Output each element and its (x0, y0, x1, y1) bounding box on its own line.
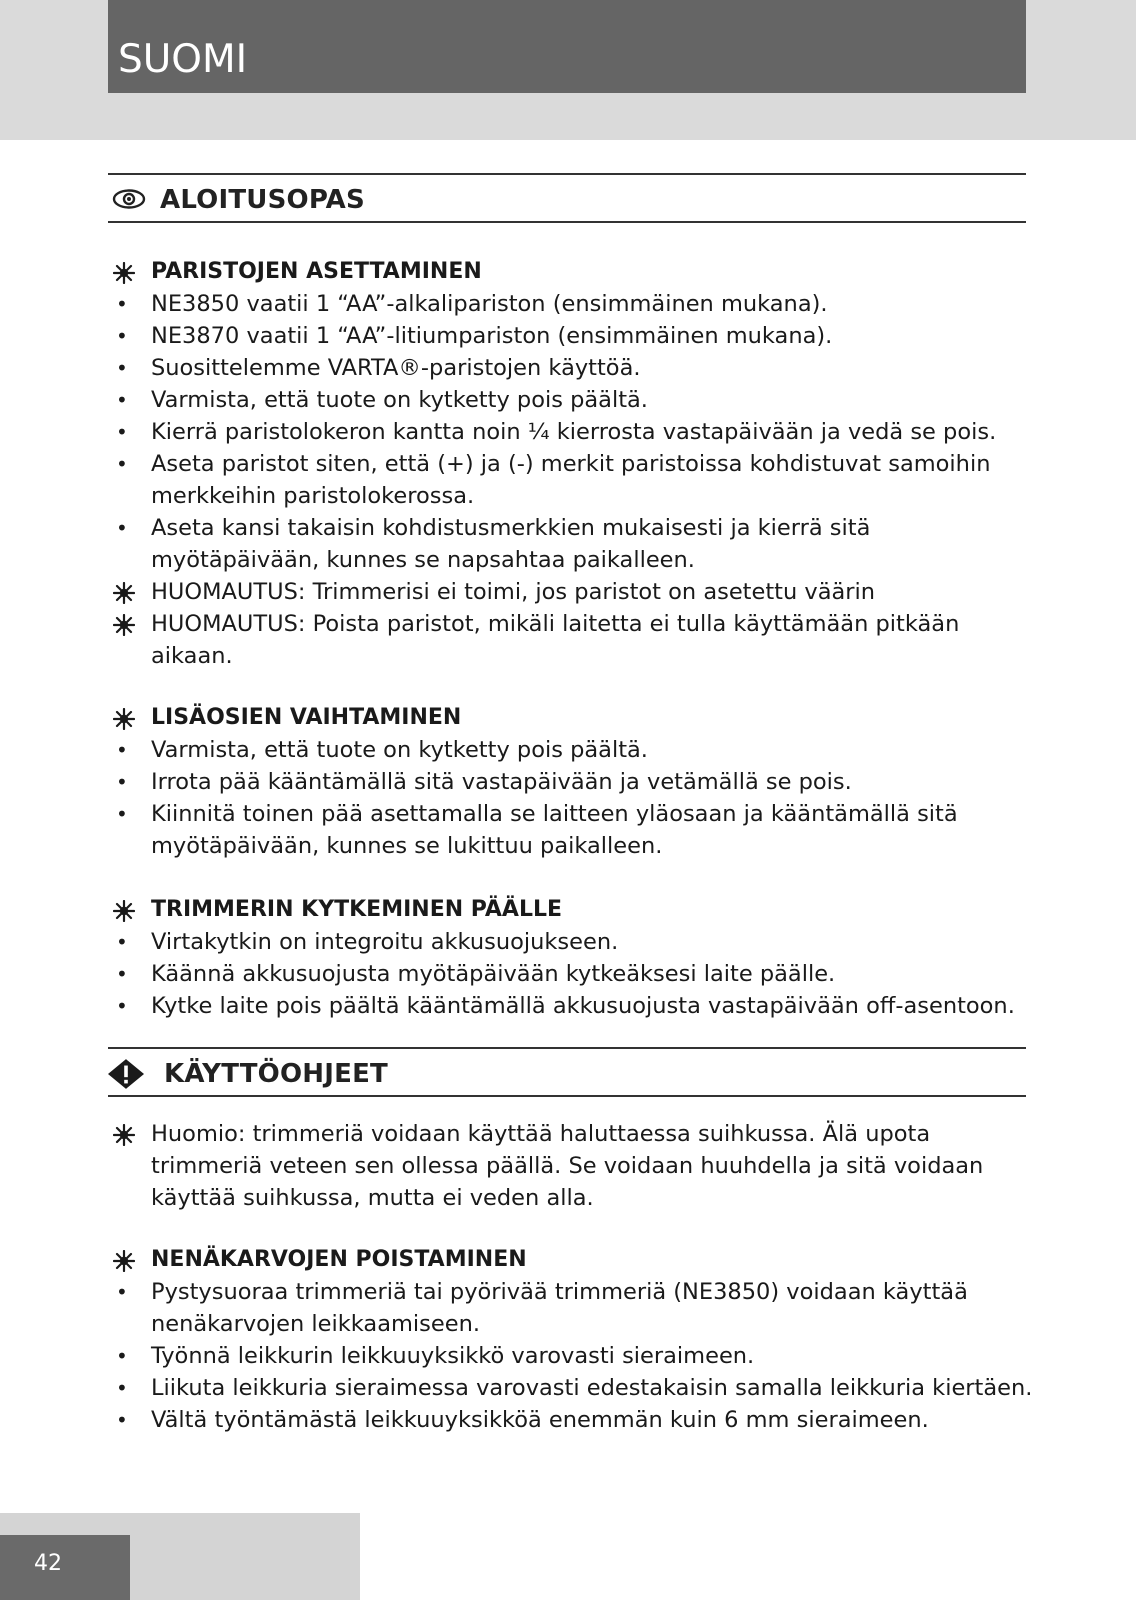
bullet-icon: • (116, 452, 128, 476)
line-text: käyttää suihkussa, mutta ei veden alla. (151, 1185, 594, 1211)
bullet-icon: • (116, 388, 128, 412)
star-icon (113, 900, 135, 922)
bullet-icon: • (116, 292, 128, 316)
bullet-icon: • (116, 770, 128, 794)
line-text: HUOMAUTUS: Trimmerisi ei toimi, jos paristot on asetettu väärin (151, 579, 876, 605)
star-icon (113, 262, 135, 284)
star-icon (113, 582, 135, 604)
bullet-icon: • (116, 1376, 128, 1400)
bullet-icon: • (116, 324, 128, 348)
line-text: Varmista, että tuote on kytketty pois päältä. (151, 387, 648, 413)
line-text: nenäkarvojen leikkaamiseen. (151, 1311, 480, 1337)
bullet-icon: • (116, 1280, 128, 1304)
line-text: Kiinnitä toinen pää asettamalla se laitteen yläosaan ja kääntämällä sitä (151, 801, 958, 827)
star-icon (113, 1124, 135, 1146)
bullet-icon: • (116, 420, 128, 444)
warning-diamond-icon (108, 1056, 144, 1092)
bullet-icon: • (116, 962, 128, 986)
section-title: ALOITUSOPAS (160, 185, 365, 215)
line-text: Suosittelemme VARTA®-paristojen käyttöä. (151, 355, 641, 381)
line-text: NE3850 vaatii 1 “AA”-alkalipariston (ensimmäinen mukana). (151, 291, 828, 317)
star-icon (113, 708, 135, 730)
line-text: myötäpäivään, kunnes se lukittuu paikalleen. (151, 833, 663, 859)
bullet-icon: • (116, 1344, 128, 1368)
bullet-icon: • (116, 738, 128, 762)
line-text: Huomio: trimmeriä voidaan käyttää haluttaessa suihkussa. Älä upota (151, 1121, 931, 1147)
language-title: SUOMI (108, 0, 1026, 93)
line-text: Käännä akkusuojusta myötäpäivään kytkeäksesi laite päälle. (151, 961, 836, 987)
section-title: KÄYTTÖOHJEET (164, 1059, 388, 1089)
page-number: 42 (0, 1535, 130, 1600)
line-text: Irrota pää kääntämällä sitä vastapäivään ja vetämällä se pois. (151, 769, 852, 795)
line-text: Aseta kansi takaisin kohdistusmerkkien mukaisesti ja kierrä sitä (151, 515, 871, 541)
star-icon (113, 1250, 135, 1272)
line-text: aikaan. (151, 643, 233, 669)
line-text: merkkeihin paristolokerossa. (151, 483, 475, 509)
line-text: NE3870 vaatii 1 “AA”-litiumpariston (ensimmäinen mukana). (151, 323, 833, 349)
line-text: Varmista, että tuote on kytketty pois päältä. (151, 737, 648, 763)
line-text: Kierrä paristolokeron kantta noin ¼ kierrosta vastapäivään ja vedä se pois. (151, 419, 997, 445)
line-text: NENÄKARVOJEN POISTAMINEN (151, 1247, 527, 1272)
line-text: Virtakytkin on integroitu akkusuojukseen. (151, 929, 619, 955)
bullet-icon: • (116, 930, 128, 954)
line-text: Työnnä leikkurin leikkuuyksikkö varovasti sieraimeen. (151, 1343, 755, 1369)
line-text: LISÄOSIEN VAIHTAMINEN (151, 705, 462, 730)
line-text: TRIMMERIN KYTKEMINEN PÄÄLLE (151, 897, 563, 922)
line-text: myötäpäivään, kunnes se napsahtaa paikalleen. (151, 547, 695, 573)
bullet-icon: • (116, 516, 128, 540)
line-text: PARISTOJEN ASETTAMINEN (151, 259, 482, 284)
eye-icon (112, 185, 146, 213)
line-text: Liikuta leikkuria sieraimessa varovasti edestakaisin samalla leikkuria kiertäen. (151, 1375, 1033, 1401)
section-kayttoohjeet (108, 1047, 1026, 1097)
line-text: HUOMAUTUS: Poista paristot, mikäli laitetta ei tulla käyttämään pitkään (151, 611, 960, 637)
section-aloitusopas (108, 173, 1026, 223)
line-text: Vältä työntämästä leikkuuyksikköä enemmän kuin 6 mm sieraimeen. (151, 1407, 929, 1433)
bullet-icon: • (116, 802, 128, 826)
line-text: trimmeriä veteen sen ollessa päällä. Se voidaan huuhdella ja sitä voidaan (151, 1153, 984, 1179)
star-icon (113, 614, 135, 636)
line-text: Aseta paristot siten, että (+) ja (-) merkit paristoissa kohdistuvat samoihin (151, 451, 991, 477)
line-text: Pystysuoraa trimmeriä tai pyörivää trimmeriä (NE3850) voidaan käyttää (151, 1279, 968, 1305)
bullet-icon: • (116, 356, 128, 380)
bullet-icon: • (116, 994, 128, 1018)
line-text: Kytke laite pois päältä kääntämällä akkusuojusta vastapäivään off-asentoon. (151, 993, 1015, 1019)
bullet-icon: • (116, 1408, 128, 1432)
